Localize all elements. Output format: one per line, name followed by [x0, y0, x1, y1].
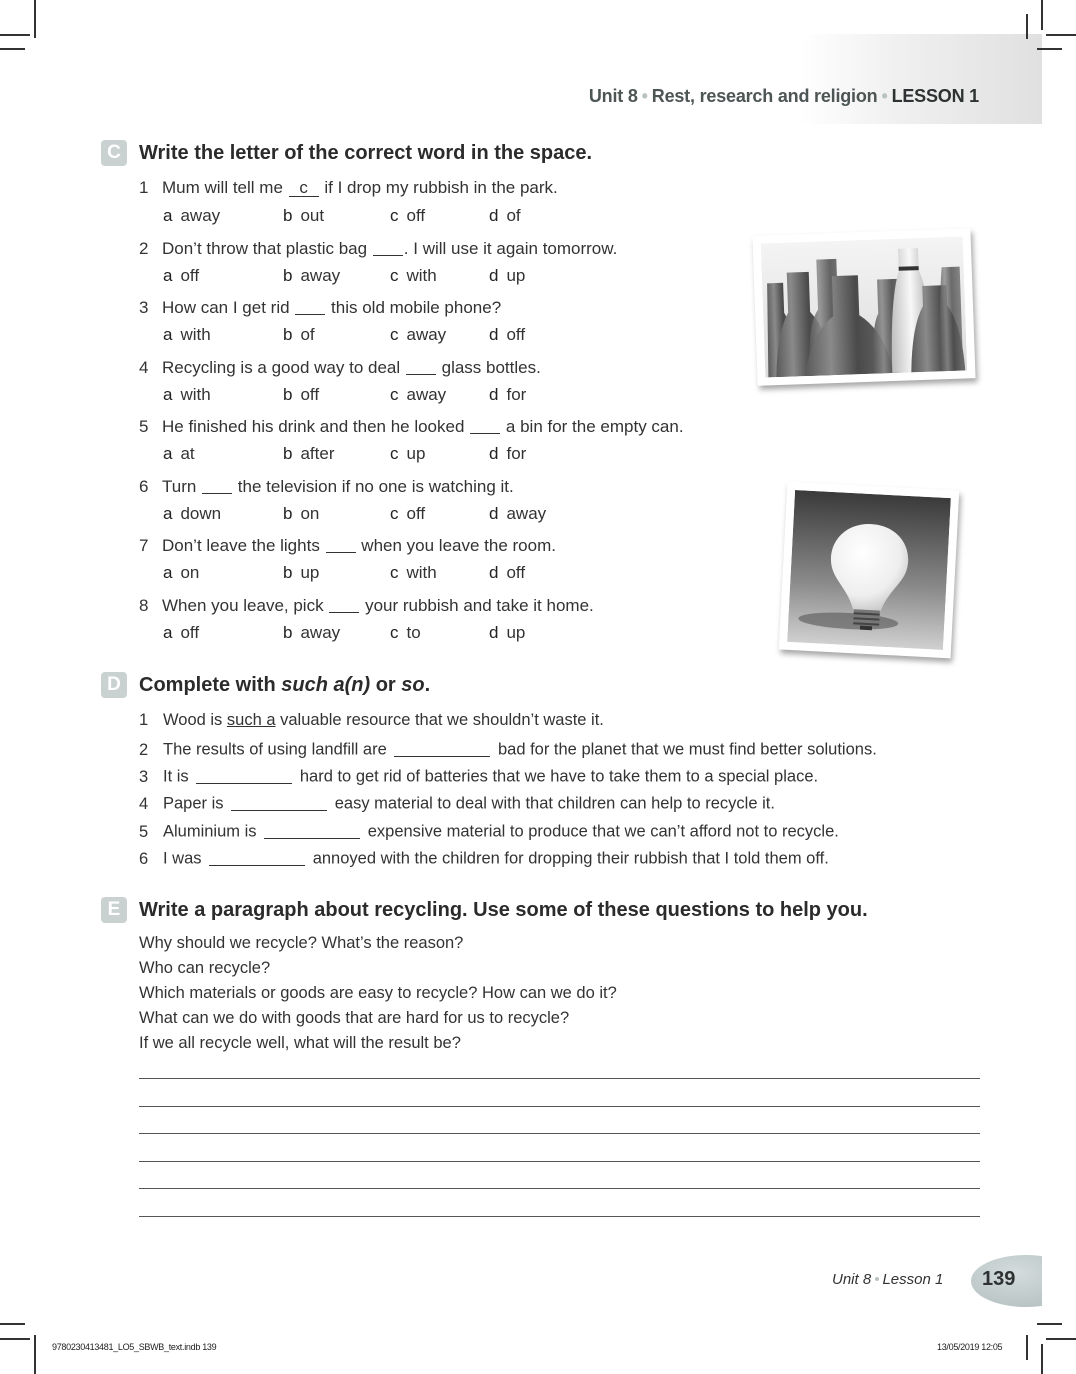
question-item [139, 766, 818, 787]
writing-line[interactable] [139, 1161, 980, 1162]
option-letter: d [489, 563, 499, 582]
question-number: 3 [139, 767, 149, 786]
question-text-before: Paper is [163, 794, 224, 813]
question-text-after: annoyed with the children for dropping their rubbish that I told them off. [312, 849, 829, 868]
option-letter: a [163, 563, 173, 582]
option-word: up [506, 266, 526, 285]
question-text-after: when you leave the room. [361, 536, 556, 555]
option-word: off [506, 325, 526, 344]
option-word: on [180, 563, 200, 582]
crop-mark [1037, 1323, 1062, 1325]
option-c [390, 385, 446, 405]
question-text-before: It is [163, 767, 189, 786]
option-word: down [180, 504, 222, 523]
crop-mark [0, 1338, 30, 1340]
option-b [283, 206, 324, 226]
option-letter: a [163, 623, 173, 642]
crop-mark [1046, 34, 1076, 36]
option-word: up [300, 563, 320, 582]
page-number: 139 [982, 1268, 1016, 1290]
answer-blank[interactable] [329, 595, 359, 613]
option-word: for [506, 444, 527, 463]
section-badge: C [101, 140, 127, 166]
option-a [163, 563, 199, 583]
question-number: 1 [139, 711, 149, 729]
option-b [283, 266, 340, 286]
question-item [139, 535, 556, 556]
option-d [489, 444, 526, 464]
option-word: with [406, 266, 437, 285]
question-item [139, 238, 617, 259]
question-text-after: if I drop my rubbish in the park. [324, 178, 558, 197]
separator-dot: • [641, 86, 648, 106]
question-number: 6 [139, 849, 149, 868]
question-text-after: expensive material to produce that we can’t afford not to recycle. [367, 822, 839, 841]
crop-mark [0, 34, 30, 36]
separator-dot: • [881, 86, 888, 106]
option-word: on [300, 504, 320, 523]
crop-mark [1046, 1338, 1076, 1340]
prompt-question: Which materials or goods are easy to recycle? How can we do it? [139, 984, 617, 1002]
option-a [163, 623, 199, 643]
crop-mark [0, 1323, 25, 1325]
question-item [139, 848, 829, 869]
question-text-before: Don’t throw that plastic bag [162, 239, 368, 258]
crop-mark [1026, 1335, 1028, 1360]
prompt-question: If we all recycle well, what will the result be? [139, 1034, 461, 1052]
option-c [390, 623, 421, 643]
question-text-before: He finished his drink and then he looked [162, 417, 465, 436]
option-word: with [406, 563, 437, 582]
answer-blank[interactable] [264, 821, 360, 839]
option-letter: d [489, 623, 499, 642]
option-letter: a [163, 444, 173, 463]
option-word: for [506, 385, 527, 404]
option-letter: d [489, 504, 499, 523]
question-item [139, 711, 604, 730]
option-word: with [180, 325, 211, 344]
option-letter: c [390, 623, 399, 642]
header-band [800, 34, 1042, 124]
option-letter: c [390, 266, 399, 285]
light-bulb-photo [779, 482, 960, 659]
title-emphasis: such a(n) [281, 673, 371, 696]
question-number: 4 [139, 358, 149, 377]
option-letter: b [283, 385, 293, 404]
answer-blank[interactable] [231, 793, 327, 811]
option-b [283, 325, 315, 345]
section-c-header [101, 140, 592, 166]
option-word: of [506, 206, 521, 225]
running-head-lesson: LESSON 1 [891, 86, 979, 106]
option-word: off [300, 385, 320, 404]
option-a [163, 444, 195, 464]
crop-mark [1041, 0, 1043, 30]
option-a [163, 266, 199, 286]
writing-line[interactable] [139, 1133, 980, 1134]
writing-line[interactable] [139, 1188, 980, 1189]
question-item [139, 297, 501, 318]
running-head-title: Rest, research and religion [651, 86, 878, 106]
option-letter: b [283, 266, 293, 285]
question-text-before: Don’t leave the lights [162, 536, 320, 555]
option-c [390, 266, 437, 286]
option-word: off [406, 206, 426, 225]
option-letter: a [163, 385, 173, 404]
option-word: away [406, 385, 447, 404]
option-word: away [180, 206, 221, 225]
question-text-before: I was [163, 849, 202, 868]
question-text-before: The results of using landfill are [163, 740, 387, 759]
question-text-after: easy material to deal with that children can help to recycle it. [334, 794, 775, 813]
option-a [163, 385, 211, 405]
option-d [489, 504, 546, 524]
crop-mark [1041, 1344, 1043, 1374]
option-d [489, 623, 525, 643]
title-emphasis: so [401, 673, 425, 696]
option-c [390, 206, 425, 226]
question-item [139, 739, 877, 760]
option-word: with [180, 385, 211, 404]
option-b [283, 504, 319, 524]
prompt-question: Why should we recycle? What’s the reason? [139, 934, 464, 952]
option-word: to [406, 623, 421, 642]
question-item [139, 793, 775, 814]
slug-date: 13/05/2019 12:05 [937, 1342, 1003, 1352]
crop-mark [34, 0, 36, 38]
bulb-image [787, 490, 951, 650]
section-badge: D [101, 672, 127, 698]
question-number: 2 [139, 239, 149, 258]
glass-bottles-photo [752, 228, 975, 386]
option-letter: b [283, 504, 293, 523]
option-word: off [506, 563, 526, 582]
option-c [390, 325, 446, 345]
option-word: of [300, 325, 315, 344]
option-d [489, 266, 525, 286]
footer-lesson: Lesson 1 [882, 1271, 944, 1288]
writing-line[interactable] [139, 1078, 980, 1079]
option-letter: c [390, 563, 399, 582]
question-text-after: glass bottles. [441, 358, 541, 377]
title-text: . [424, 673, 431, 696]
answer-blank[interactable] [202, 476, 232, 494]
option-c [390, 504, 425, 524]
question-text-before: Wood is [163, 711, 223, 729]
prompt-question: Who can recycle? [139, 959, 271, 977]
question-text-after: bad for the planet that we must find better solutions. [497, 740, 877, 759]
option-letter: b [283, 206, 293, 225]
title-text: or [370, 673, 402, 696]
option-letter: b [283, 444, 293, 463]
option-d [489, 563, 525, 583]
option-word: up [506, 623, 526, 642]
option-letter: c [390, 385, 399, 404]
question-number: 5 [139, 417, 149, 436]
question-text-before: Mum will tell me [162, 178, 283, 197]
option-b [283, 563, 319, 583]
question-text-before: When you leave, pick [162, 596, 324, 615]
crop-mark [34, 1335, 36, 1374]
section-title: Write a paragraph about recycling. Use some of these questions to help you. [139, 898, 868, 921]
question-item [139, 357, 541, 378]
question-text-after: a bin for the empty can. [505, 417, 684, 436]
option-letter: d [489, 266, 499, 285]
footer-label [832, 1271, 943, 1288]
option-letter: b [283, 623, 293, 642]
section-d-header [101, 672, 430, 698]
option-letter: c [390, 206, 399, 225]
option-word: out [300, 206, 325, 225]
answer-blank[interactable] [470, 416, 500, 434]
question-number: 3 [139, 298, 149, 317]
question-text-after: this old mobile phone? [331, 298, 502, 317]
question-text-before: Recycling is a good way to deal [162, 358, 401, 377]
question-text-after: your rubbish and take it home. [365, 596, 594, 615]
answer-blank[interactable] [373, 238, 403, 256]
question-text-before: How can I get rid [162, 298, 290, 317]
option-a [163, 504, 221, 524]
question-item [139, 476, 514, 497]
title-text: Complete with [139, 673, 282, 696]
option-letter: c [390, 444, 399, 463]
option-letter: c [390, 325, 399, 344]
option-b [283, 385, 319, 405]
option-letter: a [163, 325, 173, 344]
question-item [139, 595, 594, 616]
running-head-unit: Unit 8 [588, 86, 638, 106]
separator-dot: • [874, 1271, 880, 1288]
option-word: after [300, 444, 335, 463]
crop-mark [1037, 48, 1062, 50]
option-a [163, 325, 211, 345]
option-letter: b [283, 563, 293, 582]
question-item [139, 416, 684, 437]
option-word: off [180, 623, 200, 642]
question-item [139, 178, 558, 198]
question-number: 5 [139, 822, 149, 841]
option-letter: b [283, 325, 293, 344]
section-title: Write the letter of the correct word in the space. [139, 141, 593, 164]
question-text-before: Aluminium is [163, 822, 257, 841]
question-number: 8 [139, 596, 149, 615]
crop-mark [1026, 14, 1028, 39]
question-number: 2 [139, 740, 149, 759]
option-d [489, 385, 526, 405]
option-word: off [180, 266, 200, 285]
question-text-before: Turn [162, 477, 197, 496]
question-number: 4 [139, 794, 149, 813]
answer-blank[interactable] [209, 848, 305, 866]
option-word: at [180, 444, 195, 463]
question-text-after: valuable resource that we shouldn’t waste it. [280, 711, 604, 729]
option-c [390, 563, 437, 583]
option-word: off [406, 504, 426, 523]
footer-unit: Unit 8 [832, 1271, 872, 1288]
page-oval-mask [1042, 1250, 1076, 1310]
question-text-after: the television if no one is watching it. [237, 477, 514, 496]
answer-blank[interactable] [196, 766, 292, 784]
option-letter: a [163, 504, 173, 523]
question-text-after: hard to get rid of batteries that we have to take them to a special place. [299, 767, 819, 786]
prompt-question: What can we do with goods that are hard for us to recycle? [139, 1009, 570, 1027]
answer-blank[interactable] [394, 739, 490, 757]
option-a [163, 206, 220, 226]
option-d [489, 206, 521, 226]
option-word: away [506, 504, 547, 523]
section-title [139, 674, 430, 697]
bottles-image [761, 237, 968, 378]
running-head [589, 86, 979, 107]
section-e-header [101, 897, 868, 923]
option-word: away [406, 325, 447, 344]
answer-blank[interactable]: such a [226, 711, 276, 729]
option-letter: d [489, 385, 499, 404]
option-word: up [406, 444, 426, 463]
question-number: 1 [139, 178, 149, 197]
slug-file: 9780230413481_LO5_SBWB_text.indb 139 [52, 1342, 217, 1352]
writing-line[interactable] [139, 1106, 980, 1107]
option-letter: d [489, 206, 499, 225]
section-badge: E [101, 897, 127, 923]
option-b [283, 623, 340, 643]
option-c [390, 444, 425, 464]
option-letter: c [390, 504, 399, 523]
option-b [283, 444, 335, 464]
option-letter: d [489, 325, 499, 344]
question-text-after: . I will use it again tomorrow. [403, 239, 618, 258]
writing-line[interactable] [139, 1216, 980, 1217]
answer-blank[interactable] [406, 357, 436, 375]
option-letter: a [163, 206, 173, 225]
question-number: 6 [139, 477, 149, 496]
option-word: away [300, 623, 341, 642]
answer-blank[interactable] [295, 297, 325, 315]
question-number: 7 [139, 536, 149, 555]
option-letter: a [163, 266, 173, 285]
answer-blank[interactable] [326, 535, 356, 553]
question-item [139, 821, 839, 842]
option-word: away [300, 266, 341, 285]
option-letter: d [489, 444, 499, 463]
crop-mark [0, 48, 25, 50]
answer-blank[interactable]: c [289, 179, 319, 197]
option-d [489, 325, 525, 345]
